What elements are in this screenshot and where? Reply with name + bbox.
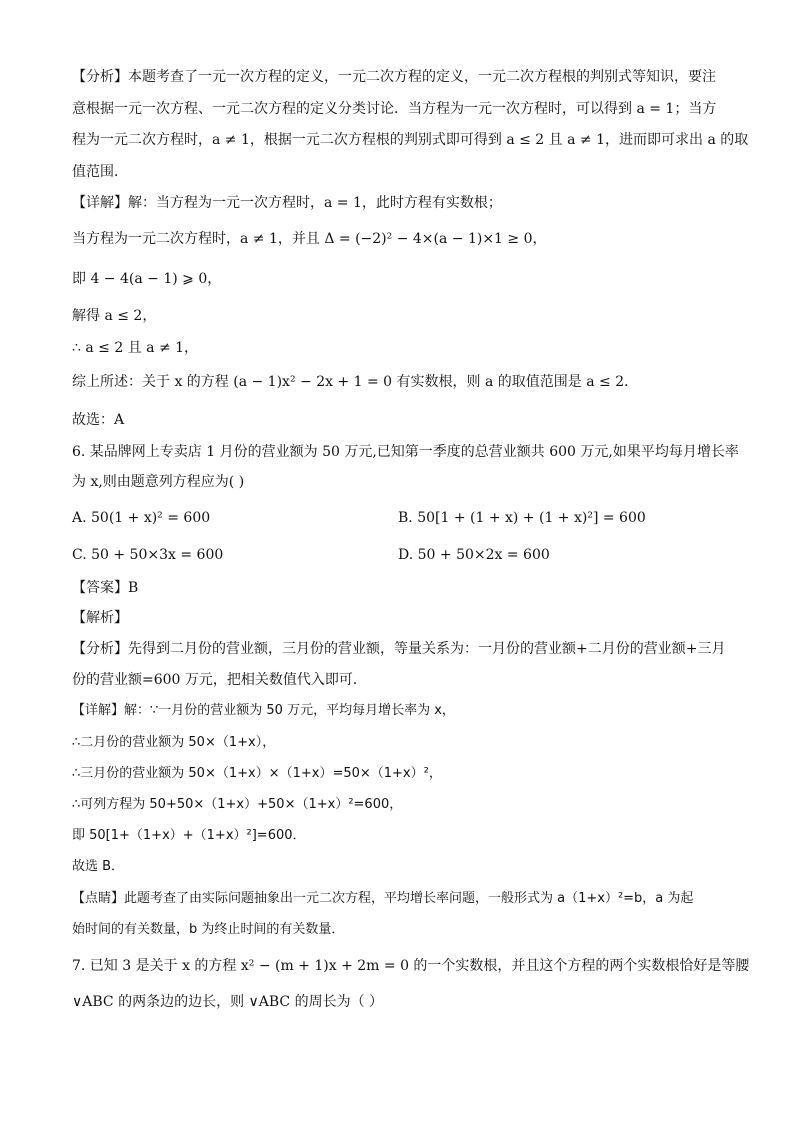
detail-line-5: ∴ a ≤ 2 且 a ≠ 1， xyxy=(72,340,199,356)
analysis-line-2: 意根据一元一次方程、一元二次方程的定义分类讨论．当方程为一元一次方程时，可以得到 a = 1；当方 xyxy=(72,101,717,117)
answer-label: 【答案】B xyxy=(72,580,139,596)
q6-detail-line-3: ∴三月份的营业额为 50×（1+x）×（1+x）=50×（1+x）²， xyxy=(72,766,442,781)
detail-line-6: 综上所述：关于 x 的方程 (a − 1)x² − 2x + 1 = 0 有实数根，则 a 的取值范围是 a ≤ 2． xyxy=(72,374,639,390)
question-6-line-2: 为 x,则由题意列方程应为( ) xyxy=(72,474,245,490)
q6-analysis-line-1: 【分析】先得到二月份的营业额，三月份的营业额，等量关系为：一月份的营业额+二月份的营业额+三月 xyxy=(72,641,726,657)
analysis-line-1: 【分析】本题考查了一元一次方程的定义，一元二次方程的定义，一元二次方程根的判别式等知识，要注 xyxy=(72,69,716,85)
option-c: C. 50 + 50×3x = 600 xyxy=(72,547,224,563)
q6-comment-line-2: 始时间的有关数量，b 为终止时间的有关数量． xyxy=(72,922,345,937)
q6-detail-line-4: ∴可列方程为 50+50×（1+x）+50×（1+x）²=600， xyxy=(72,797,403,812)
option-b: B. 50[1 + (1 + x) + (1 + x)²] = 600 xyxy=(398,510,646,526)
answer-choice-5: 故选：A xyxy=(72,412,125,428)
q6-detail-line-5: 即 50[1+（1+x）+（1+x）²]=600． xyxy=(72,828,306,843)
detail-line-3: 即 4 − 4(a − 1) ⩾ 0， xyxy=(72,271,222,287)
detail-line-2: 当方程为一元二次方程时，a ≠ 1，并且 Δ = (−2)² − 4×(a − 1)×1 ≥ 0， xyxy=(72,231,547,247)
q6-detail-line-2: ∴二月份的营业额为 50×（1+x）， xyxy=(72,735,276,750)
q6-analysis-line-2: 份的营业额=600 万元，把相关数值代入即可． xyxy=(72,672,367,688)
detail-line-4: 解得 a ≤ 2， xyxy=(72,308,157,324)
analysis-line-3: 程为一元二次方程时，a ≠ 1，根据一元二次方程根的判别式即可得到 a ≤ 2 且 a ≠ 1，进而即可求出 a 的取 xyxy=(72,132,749,148)
solution-label: 【解析】 xyxy=(72,610,128,626)
question-7-line-2: ∨ABC 的两条边的边长，则 ∨ABC 的周长为（ ） xyxy=(72,994,384,1010)
option-d: D. 50 + 50×2x = 600 xyxy=(398,547,550,563)
question-7-line-1: 7. 已知 3 是关于 x 的方程 x² − (m + 1)x + 2m = 0 的一个实数根，并且这个方程的两个实数根恰好是等腰 xyxy=(72,958,750,974)
option-a: A. 50(1 + x)² = 600 xyxy=(72,510,211,526)
q6-detail-line-1: 【详解】解：∵一月份的营业额为 50 万元，平均每月增长率为 x， xyxy=(72,703,455,718)
q6-comment-line-1: 【点睛】此题考查了由实际问题抽象出一元二次方程，平均增长率问题，一般形式为 a（1+x）²=b，a 为起 xyxy=(72,891,694,906)
q6-choice: 故选 B． xyxy=(72,859,125,874)
question-6-line-1: 6. 某品牌网上专卖店 1 月份的营业额为 50 万元,已知第一季度的总营业额共 600 万元,如果平均每月增长率 xyxy=(72,444,739,460)
detail-line-1: 【详解】解：当方程为一元一次方程时，a = 1，此时方程有实数根； xyxy=(72,195,502,211)
analysis-line-4: 值范围． xyxy=(72,164,128,180)
